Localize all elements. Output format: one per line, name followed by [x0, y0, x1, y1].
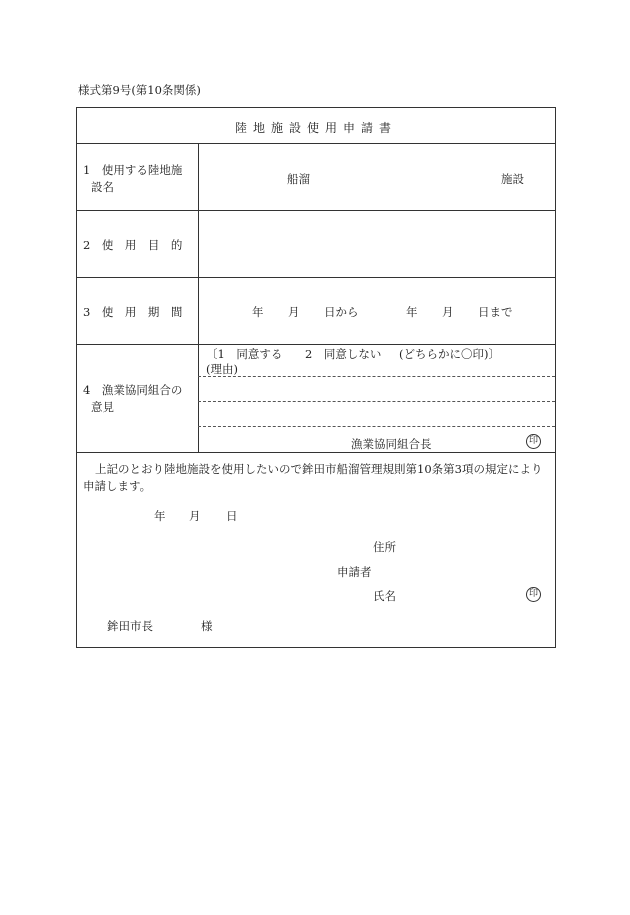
period-from-year: 年 [252, 305, 264, 319]
column-divider [198, 143, 199, 452]
dashed-line [198, 426, 555, 427]
document-title: 陸地施設使用申請書 [234, 121, 397, 135]
purpose-label: 2 使 用 目 的 [83, 238, 183, 252]
fishery-chair-label: 漁業協同組合長 [351, 437, 432, 451]
period-to-day: 日まで [478, 305, 513, 319]
application-form [76, 107, 556, 648]
reason-label: (理由) [206, 362, 238, 376]
form-number: 様式第9号(第10条関係) [78, 83, 201, 97]
addressee-honorific: 様 [201, 619, 213, 633]
facility-value-right: 施設 [501, 172, 524, 186]
facility-label-cont: 設名 [91, 180, 114, 194]
application-text-cont: 申請します。 [83, 479, 152, 493]
divider [77, 277, 555, 278]
name-label: 氏名 [373, 589, 396, 603]
opinion-label: 4 漁業協同組合の [83, 383, 183, 397]
period-to-year: 年 [406, 305, 418, 319]
application-text: 上記のとおり陸地施設を使用したいので鉾田市船溜管理規則第10条第3項の規定により [95, 462, 543, 476]
opinion-label-cont: 意見 [91, 400, 114, 414]
period-to-month: 月 [442, 305, 454, 319]
seal-icon: 印 [526, 434, 541, 449]
addressee: 鉾田市長 [107, 619, 153, 633]
date-day: 日 [226, 509, 238, 523]
divider [77, 344, 555, 345]
date-month: 月 [189, 509, 201, 523]
period-label: 3 使 用 期 間 [83, 305, 183, 319]
consent-option-1: 〔1 同意する [206, 347, 283, 361]
period-from-month: 月 [288, 305, 300, 319]
consent-note: (どちらかに〇印)〕 [399, 347, 500, 361]
facility-value-left: 船溜 [287, 172, 310, 186]
date-year: 年 [154, 509, 166, 523]
address-label: 住所 [373, 540, 396, 554]
period-from-day: 日から [324, 305, 359, 319]
divider [77, 143, 555, 144]
dashed-line [198, 401, 555, 402]
divider [77, 210, 555, 211]
divider [77, 452, 555, 453]
seal-icon: 印 [526, 587, 541, 602]
consent-option-2: 2 同意しない [305, 347, 382, 361]
dashed-line [198, 376, 555, 377]
facility-label: 1 使用する陸地施 [83, 163, 183, 177]
applicant-label: 申請者 [337, 565, 372, 579]
